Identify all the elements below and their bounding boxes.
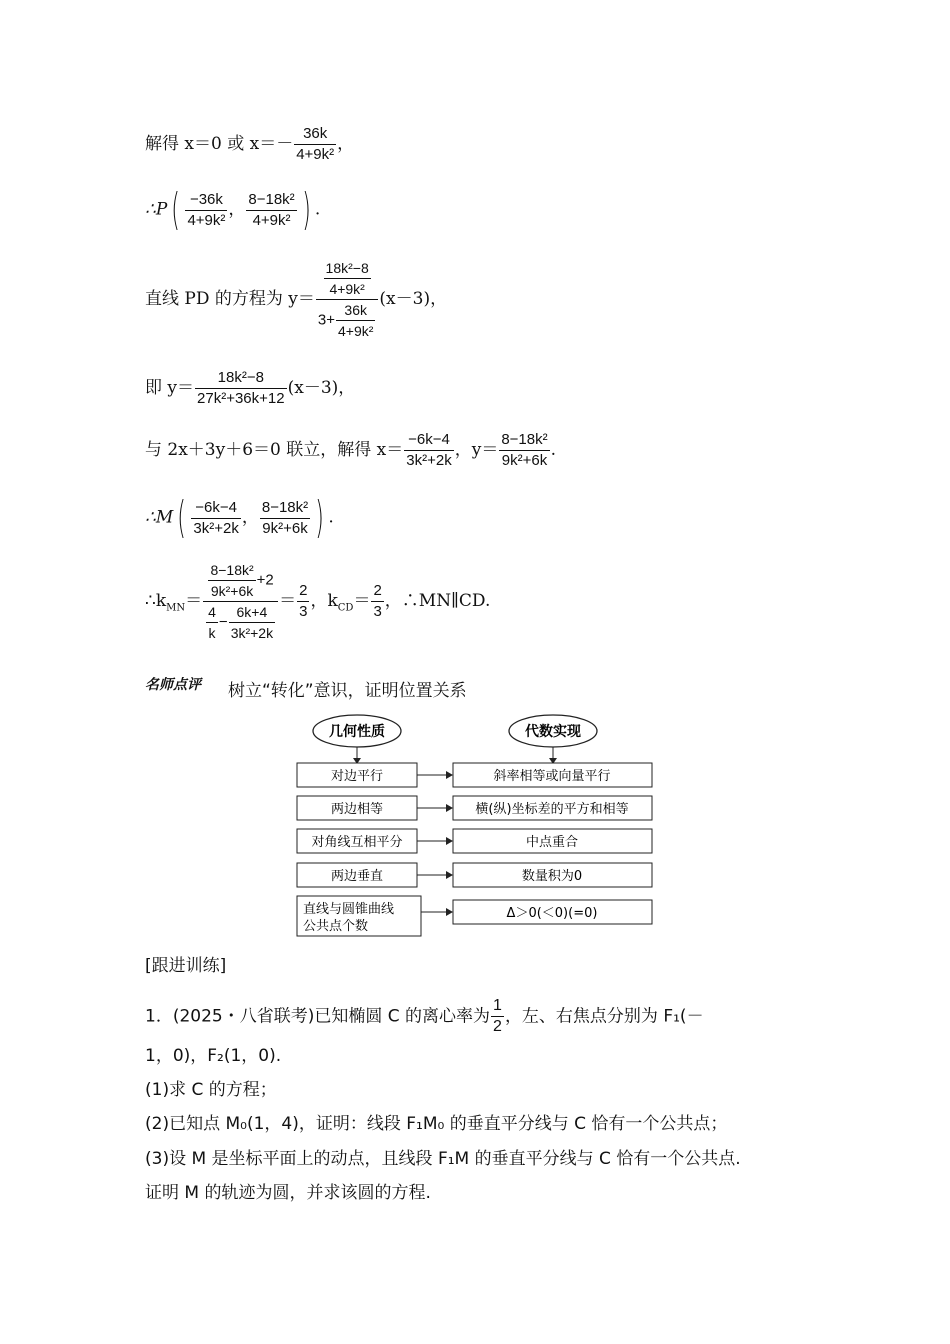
numerator: 2 xyxy=(371,581,383,602)
right-box-4 xyxy=(453,863,652,887)
question-1-part-1: (1)求 C 的方程； xyxy=(145,1080,277,1100)
left-header-text: 几何性质 xyxy=(329,724,385,740)
denominator: 3 xyxy=(299,603,308,620)
equals: ＝ xyxy=(185,591,203,611)
line7-prefix: ∴k xyxy=(145,591,167,611)
derivation-line-2: ∴P( $\frac{-36k}{\text{4+9k²}}$ ， $\frac{\text{8−18k²}}{\text{4+9k²}}$ ) . xyxy=(145,184,321,235)
right-paren: ) xyxy=(301,184,311,235)
line3-prefix: 直线 PD 的方程为 y＝ xyxy=(145,289,315,309)
line3-suffix: (x－3)， xyxy=(379,289,448,309)
left-box-1 xyxy=(297,763,417,787)
bottom-lead: 3+ xyxy=(317,311,335,329)
denominator: 4+9k² xyxy=(296,146,335,163)
line4-suffix: (x－3)， xyxy=(287,378,356,398)
minus: − xyxy=(218,613,228,631)
numerator: −6k−4 xyxy=(191,498,240,519)
numerator: 8−18k² xyxy=(499,430,549,451)
line7-tail: ，∴MN∥CD. xyxy=(384,591,491,611)
kcd-label: ，k xyxy=(310,591,338,611)
equals: ＝ xyxy=(279,591,297,611)
denominator: 3k²+2k xyxy=(406,452,452,469)
denominator: 4+9k² xyxy=(187,211,226,229)
numerator: −6k−4 xyxy=(404,430,453,451)
left-box-2 xyxy=(297,796,417,820)
numerator: 6k+4 xyxy=(229,602,275,623)
line1-suffix: ， xyxy=(337,134,355,154)
practice-heading: [跟进训练] xyxy=(145,956,227,976)
denominator: 27k²+36k+12 xyxy=(197,390,285,407)
left-box-5 xyxy=(297,896,421,936)
right-box-3 xyxy=(453,829,652,853)
left-box-text: 直线与圆锥曲线 xyxy=(303,902,395,917)
left-box-text: 对边平行 xyxy=(330,769,384,784)
numerator: 36k xyxy=(294,124,336,145)
line5-mid: ，y＝ xyxy=(454,440,499,460)
denominator: 4+9k² xyxy=(252,211,291,229)
line1-prefix: 解得 x＝0 或 x＝－ xyxy=(145,134,294,154)
left-paren: ( xyxy=(177,492,187,543)
right-box-1 xyxy=(453,763,652,787)
left-paren: ( xyxy=(171,184,181,235)
right-box-text: 横(纵)坐标差的平方和相等 xyxy=(475,802,629,817)
right-header-text: 代数实现 xyxy=(525,724,581,740)
q1-part-a: 1．(2025・八省联考)已知椭圆 C 的离心率为 xyxy=(145,1006,491,1027)
left-box-3 xyxy=(297,829,417,853)
left-box-4 xyxy=(297,863,417,887)
teacher-note-title: 树立“转化”意识，证明位置关系 xyxy=(228,681,467,701)
equals: ＝ xyxy=(353,591,371,611)
numerator: 36k xyxy=(336,300,375,321)
top-tail: +2 xyxy=(256,571,274,589)
line6-prefix: ∴M xyxy=(145,507,174,528)
line4-prefix: 即 y＝ xyxy=(145,378,195,398)
right-paren: ) xyxy=(315,492,325,543)
line5-prefix: 与 2x＋3y＋6＝0 联立，解得 x＝ xyxy=(145,440,404,460)
line6-suffix: . xyxy=(328,507,334,528)
left-box-text: 公共点个数 xyxy=(303,919,369,934)
denominator: 4+9k² xyxy=(329,281,365,297)
denominator: 3 xyxy=(373,603,382,620)
numerator: 1 xyxy=(491,996,504,1017)
numerator: 8−18k² xyxy=(246,190,296,211)
denominator: 9k²+6k xyxy=(501,452,548,469)
numerator: 8−18k² xyxy=(208,560,255,581)
denominator: k xyxy=(208,625,216,641)
connectors xyxy=(417,771,453,916)
denominator: 3k²+2k xyxy=(193,519,239,537)
numerator: 18k²−8 xyxy=(324,258,371,279)
denominator: 9k²+6k xyxy=(262,519,308,537)
right-box-text: 中点重合 xyxy=(525,835,579,850)
left-box-text: 对角线互相平分 xyxy=(311,835,403,850)
left-box-text: 两边垂直 xyxy=(330,869,384,884)
question-1-line-2: 1，0)，F₂(1，0). xyxy=(145,1046,282,1066)
right-box-text: 数量积为0 xyxy=(521,869,583,884)
left-box-text: 两边相等 xyxy=(330,802,384,817)
numerator: 18k²−8 xyxy=(195,368,287,389)
left-header xyxy=(313,715,401,747)
question-1-line-1 xyxy=(145,996,704,1037)
line5-suffix: . xyxy=(550,440,557,460)
numerator: 2 xyxy=(297,581,309,602)
line2-suffix: . xyxy=(314,199,321,220)
q1-part-b: ，左、右焦点分别为 F₁(－ xyxy=(504,1006,704,1027)
question-1-part-4: 证明 M 的轨迹为圆，并求该圆的方程. xyxy=(145,1183,431,1203)
right-box-text: Δ＞0(＜0)(=0) xyxy=(506,906,598,921)
subscript: CD xyxy=(337,602,354,614)
right-box-5 xyxy=(453,900,652,924)
right-box-text: 斜率相等或向量平行 xyxy=(493,769,611,784)
denominator: 3k²+2k xyxy=(230,625,274,641)
denominator: 2 xyxy=(493,1018,502,1035)
fraction xyxy=(491,996,504,1037)
question-1-part-2: (2)已知点 M₀(1，4)，证明：线段 F₁M₀ 的垂直平分线与 C 恰有一个公共点； xyxy=(145,1114,728,1134)
denominator: 4+9k² xyxy=(338,323,374,339)
denominator: 9k²+6k xyxy=(210,583,254,599)
numerator: 8−18k² xyxy=(260,498,310,519)
line2-prefix: ∴P xyxy=(145,199,168,220)
numerator: −36k xyxy=(185,190,227,211)
question-1-part-3: (3)设 M 是坐标平面上的动点，且线段 F₁M 的垂直平分线与 C 恰有一个公共点. xyxy=(145,1149,741,1169)
right-box-2 xyxy=(453,796,652,820)
derivation-line-6: ∴M( $\frac{-6k-4}{\text{3k²+2k}}$ ， $\frac{\text{8−18k²}}{\text{9k²+6k}}$ ) . xyxy=(145,492,334,543)
numerator: 4 xyxy=(206,602,218,623)
subscript: MN xyxy=(166,602,186,614)
right-header xyxy=(509,715,597,747)
teacher-note-tag: 名师点评 xyxy=(145,677,201,693)
